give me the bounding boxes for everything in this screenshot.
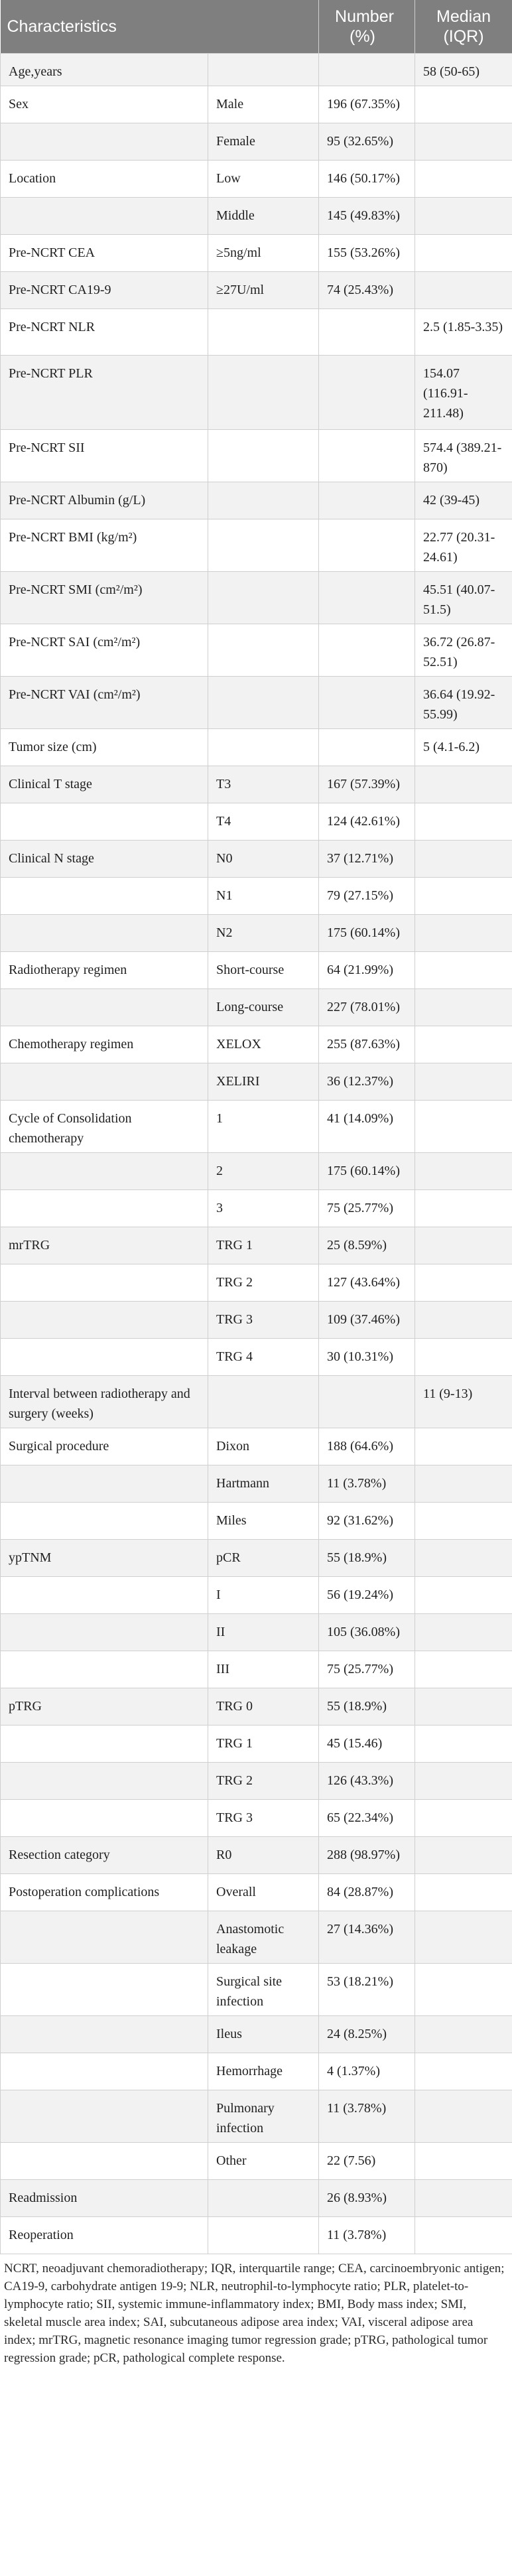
table-row <box>1 2216 512 2254</box>
cell-c2: ≥27U/ml <box>208 271 319 308</box>
table-row <box>1 1264 512 1301</box>
cell-c2 <box>208 2179 319 2216</box>
cell-c3: 92 (31.62%) <box>319 1502 415 1539</box>
cell-c1 <box>1 2142 208 2179</box>
cell-c2: ≥5ng/ml <box>208 234 319 271</box>
cell-c2 <box>208 482 319 519</box>
cell-c3: 188 (64.6%) <box>319 1428 415 1465</box>
table-row <box>1 197 512 234</box>
cell-c4 <box>415 951 512 988</box>
cell-c4 <box>415 1100 512 1152</box>
cell-c3: 37 (12.71%) <box>319 840 415 877</box>
cell-c4 <box>415 271 512 308</box>
cell-c1: Radiotherapy regimen <box>1 951 208 988</box>
cell-c2: 1 <box>208 1100 319 1152</box>
table-row <box>1 803 512 840</box>
cell-c3: 65 (22.34%) <box>319 1799 415 1836</box>
cell-c4 <box>415 1227 512 1264</box>
cell-c1 <box>1 1301 208 1338</box>
header-median-line2: (IQR) <box>443 27 484 46</box>
cell-c4: 36.64 (19.92-55.99) <box>415 676 512 728</box>
table-row <box>1 624 512 676</box>
cell-c4 <box>415 1762 512 1799</box>
cell-c4 <box>415 1873 512 1911</box>
cell-c1: Pre-NCRT NLR <box>1 308 208 355</box>
cell-c1 <box>1 1963 208 2015</box>
cell-c2 <box>208 676 319 728</box>
cell-c2: Hartmann <box>208 1465 319 1502</box>
table-row <box>1 1651 512 1688</box>
cell-c3: 11 (3.78%) <box>319 2090 415 2142</box>
cell-c3: 109 (37.46%) <box>319 1301 415 1338</box>
cell-c1 <box>1 1465 208 1502</box>
cell-c2 <box>208 624 319 676</box>
table-footnote: NCRT, neoadjuvant chemoradiotherapy; IQR, interquartile range; CEA, carcinoembryonic antigen; CA19-9, carbohydrate antigen 19-9; NLR, neutrophil-to-lymphocyte ratio; PLR, platelet-to-lymphocyte ratio; SII, systemic immune-inflammatory index; BMI, Body mass index; SMI, skeletal muscle area index; SAI, subcutaneous adipose area index; VAI, visceral adipose area index; mrTRG, magnetic resonance imaging tumor regression grade; pTRG, pathological tumor regression grade; pCR, pathological complete response. <box>4 2261 505 2365</box>
cell-c1 <box>1 1576 208 1613</box>
table-row <box>1 1799 512 1836</box>
table-row <box>1 429 512 482</box>
cell-c3: 56 (19.24%) <box>319 1576 415 1613</box>
cell-c4 <box>415 197 512 234</box>
cell-c2 <box>208 2216 319 2254</box>
cell-c2: TRG 3 <box>208 1799 319 1836</box>
cell-c4 <box>415 1963 512 2015</box>
cell-c2: TRG 1 <box>208 1725 319 1762</box>
cell-c2: Other <box>208 2142 319 2179</box>
table-row <box>1 1502 512 1539</box>
cell-c3: 288 (98.97%) <box>319 1836 415 1873</box>
cell-c2: N2 <box>208 914 319 951</box>
cell-c1 <box>1 914 208 951</box>
cell-c1 <box>1 2015 208 2053</box>
table-row <box>1 766 512 803</box>
table-row <box>1 1963 512 2015</box>
cell-c3: 255 (87.63%) <box>319 1026 415 1063</box>
header-median <box>415 0 512 53</box>
cell-c2: Hemorrhage <box>208 2053 319 2090</box>
cell-c3: 227 (78.01%) <box>319 988 415 1026</box>
table-row <box>1 676 512 728</box>
cell-c1: Pre-NCRT VAI (cm²/m²) <box>1 676 208 728</box>
cell-c4 <box>415 1539 512 1576</box>
cell-c3: 11 (3.78%) <box>319 2216 415 2254</box>
cell-c4 <box>415 1725 512 1762</box>
header-number-line1: Number <box>335 7 394 26</box>
cell-c1 <box>1 1911 208 1963</box>
cell-c4 <box>415 1026 512 1063</box>
cell-c1 <box>1 1725 208 1762</box>
cell-c3: 45 (15.46) <box>319 1725 415 1762</box>
cell-c4 <box>415 86 512 123</box>
table-header-row <box>1 0 512 53</box>
table-row <box>1 1836 512 1873</box>
cell-c4 <box>415 1613 512 1651</box>
cell-c3: 124 (42.61%) <box>319 803 415 840</box>
cell-c4 <box>415 1651 512 1688</box>
cell-c4 <box>415 988 512 1026</box>
cell-c2: Pulmonary infection <box>208 2090 319 2142</box>
cell-c4: 45.51 (40.07-51.5) <box>415 571 512 624</box>
cell-c1: Pre-NCRT Albumin (g/L) <box>1 482 208 519</box>
cell-c3 <box>319 308 415 355</box>
cell-c1: Postoperation complications <box>1 1873 208 1911</box>
table-row <box>1 1725 512 1762</box>
cell-c4 <box>415 1688 512 1725</box>
cell-c1 <box>1 803 208 840</box>
cell-c4 <box>415 2053 512 2090</box>
table-row <box>1 2053 512 2090</box>
cell-c3 <box>319 1375 415 1428</box>
cell-c1 <box>1 1613 208 1651</box>
cell-c2: Middle <box>208 197 319 234</box>
cell-c3: 4 (1.37%) <box>319 2053 415 2090</box>
cell-c3: 74 (25.43%) <box>319 271 415 308</box>
cell-c1: mrTRG <box>1 1227 208 1264</box>
cell-c2: Anastomotic leakage <box>208 1911 319 1963</box>
table-row <box>1 160 512 197</box>
table-row <box>1 482 512 519</box>
cell-c2 <box>208 429 319 482</box>
header-median-line1: Median <box>436 7 491 26</box>
cell-c2: R0 <box>208 1836 319 1873</box>
cell-c2: pCR <box>208 1539 319 1576</box>
cell-c2: XELIRI <box>208 1063 319 1100</box>
cell-c3: 175 (60.14%) <box>319 914 415 951</box>
table-row <box>1 308 512 355</box>
cell-c1 <box>1 1651 208 1688</box>
cell-c2: Overall <box>208 1873 319 1911</box>
cell-c2: TRG 2 <box>208 1762 319 1799</box>
cell-c1: pTRG <box>1 1688 208 1725</box>
cell-c1 <box>1 2090 208 2142</box>
table-row <box>1 728 512 766</box>
cell-c3 <box>319 53 415 86</box>
table-row <box>1 355 512 429</box>
table-body <box>1 53 512 2254</box>
cell-c3 <box>319 624 415 676</box>
table-row <box>1 877 512 914</box>
table-row <box>1 234 512 271</box>
cell-c2 <box>208 571 319 624</box>
table-row <box>1 1539 512 1576</box>
table-row <box>1 1227 512 1264</box>
cell-c4: 154.07 (116.91-211.48) <box>415 355 512 429</box>
cell-c2: 3 <box>208 1189 319 1227</box>
cell-c3: 55 (18.9%) <box>319 1539 415 1576</box>
cell-c2: T3 <box>208 766 319 803</box>
cell-c4 <box>415 1264 512 1301</box>
cell-c1: Clinical N stage <box>1 840 208 877</box>
cell-c4: 5 (4.1-6.2) <box>415 728 512 766</box>
table-row <box>1 1301 512 1338</box>
cell-c4: 574.4 (389.21-870) <box>415 429 512 482</box>
cell-c3: 145 (49.83%) <box>319 197 415 234</box>
cell-c3: 84 (28.87%) <box>319 1873 415 1911</box>
cell-c2: Low <box>208 160 319 197</box>
cell-c2: T4 <box>208 803 319 840</box>
cell-c1: Pre-NCRT PLR <box>1 355 208 429</box>
cell-c2 <box>208 308 319 355</box>
cell-c1 <box>1 1502 208 1539</box>
cell-c1: Pre-NCRT SII <box>1 429 208 482</box>
cell-c4 <box>415 1063 512 1100</box>
cell-c1 <box>1 1063 208 1100</box>
table-row <box>1 271 512 308</box>
cell-c1 <box>1 1799 208 1836</box>
cell-c1: Readmission <box>1 2179 208 2216</box>
cell-c3: 167 (57.39%) <box>319 766 415 803</box>
cell-c2: III <box>208 1651 319 1688</box>
cell-c3: 30 (10.31%) <box>319 1338 415 1375</box>
cell-c3: 155 (53.26%) <box>319 234 415 271</box>
cell-c3: 25 (8.59%) <box>319 1227 415 1264</box>
cell-c4: 42 (39-45) <box>415 482 512 519</box>
cell-c4 <box>415 1428 512 1465</box>
cell-c2 <box>208 519 319 571</box>
table-row <box>1 1576 512 1613</box>
table-row <box>1 1026 512 1063</box>
cell-c1: Sex <box>1 86 208 123</box>
cell-c2: N1 <box>208 877 319 914</box>
table-row <box>1 2090 512 2142</box>
cell-c4: 11 (9-13) <box>415 1375 512 1428</box>
cell-c4 <box>415 2179 512 2216</box>
cell-c3 <box>319 482 415 519</box>
table-row <box>1 123 512 160</box>
cell-c4 <box>415 803 512 840</box>
cell-c3: 175 (60.14%) <box>319 1152 415 1189</box>
cell-c4 <box>415 1338 512 1375</box>
cell-c2: N0 <box>208 840 319 877</box>
cell-c2: TRG 2 <box>208 1264 319 1301</box>
cell-c4: 36.72 (26.87-52.51) <box>415 624 512 676</box>
table-row <box>1 1338 512 1375</box>
cell-c4 <box>415 840 512 877</box>
cell-c1: Clinical T stage <box>1 766 208 803</box>
table-row <box>1 1100 512 1152</box>
cell-c3: 24 (8.25%) <box>319 2015 415 2053</box>
cell-c1: Reoperation <box>1 2216 208 2254</box>
cell-c4: 22.77 (20.31-24.61) <box>415 519 512 571</box>
cell-c4 <box>415 1152 512 1189</box>
cell-c1: Pre-NCRT CA19-9 <box>1 271 208 308</box>
cell-c4 <box>415 2216 512 2254</box>
table-row <box>1 1375 512 1428</box>
cell-c3: 53 (18.21%) <box>319 1963 415 2015</box>
cell-c3: 146 (50.17%) <box>319 160 415 197</box>
cell-c4: 58 (50-65) <box>415 53 512 86</box>
cell-c4 <box>415 1465 512 1502</box>
cell-c1 <box>1 123 208 160</box>
cell-c3: 75 (25.77%) <box>319 1651 415 1688</box>
cell-c4 <box>415 234 512 271</box>
cell-c2: II <box>208 1613 319 1651</box>
cell-c4 <box>415 1502 512 1539</box>
cell-c3: 196 (67.35%) <box>319 86 415 123</box>
cell-c2: Female <box>208 123 319 160</box>
table-row <box>1 1428 512 1465</box>
cell-c1 <box>1 1152 208 1189</box>
header-number-line2: (%) <box>350 27 375 46</box>
table-row <box>1 1189 512 1227</box>
cell-c4 <box>415 1189 512 1227</box>
cell-c4 <box>415 914 512 951</box>
table-row <box>1 1152 512 1189</box>
cell-c4 <box>415 1911 512 1963</box>
table-row <box>1 571 512 624</box>
cell-c4 <box>415 2090 512 2142</box>
cell-c2: Surgical site infection <box>208 1963 319 2015</box>
cell-c3: 64 (21.99%) <box>319 951 415 988</box>
cell-c4: 2.5 (1.85-3.35) <box>415 308 512 355</box>
cell-c3 <box>319 571 415 624</box>
cell-c1: Cycle of Consolidation chemotherapy <box>1 1100 208 1152</box>
table-row <box>1 2179 512 2216</box>
cell-c1 <box>1 197 208 234</box>
table-row <box>1 1688 512 1725</box>
cell-c1: ypTNM <box>1 1539 208 1576</box>
cell-c3 <box>319 519 415 571</box>
table-row <box>1 53 512 86</box>
cell-c2 <box>208 728 319 766</box>
cell-c4 <box>415 766 512 803</box>
cell-c3: 22 (7.56) <box>319 2142 415 2179</box>
cell-c2 <box>208 1375 319 1428</box>
cell-c1: Resection category <box>1 1836 208 1873</box>
cell-c3 <box>319 429 415 482</box>
table-row <box>1 86 512 123</box>
table-row <box>1 519 512 571</box>
cell-c3: 75 (25.77%) <box>319 1189 415 1227</box>
cell-c3: 95 (32.65%) <box>319 123 415 160</box>
cell-c1: Chemotherapy regimen <box>1 1026 208 1063</box>
table-row <box>1 1613 512 1651</box>
cell-c4 <box>415 1799 512 1836</box>
cell-c3: 11 (3.78%) <box>319 1465 415 1502</box>
cell-c2: Short-course <box>208 951 319 988</box>
cell-c2: Dixon <box>208 1428 319 1465</box>
table-row <box>1 1762 512 1799</box>
table-row <box>1 840 512 877</box>
cell-c3: 55 (18.9%) <box>319 1688 415 1725</box>
cell-c3: 36 (12.37%) <box>319 1063 415 1100</box>
cell-c3: 126 (43.3%) <box>319 1762 415 1799</box>
table-row <box>1 1465 512 1502</box>
cell-c4 <box>415 160 512 197</box>
cell-c2: Ileus <box>208 2015 319 2053</box>
cell-c2 <box>208 355 319 429</box>
cell-c2: TRG 3 <box>208 1301 319 1338</box>
table-row <box>1 1063 512 1100</box>
cell-c2: 2 <box>208 1152 319 1189</box>
cell-c3 <box>319 676 415 728</box>
cell-c4 <box>415 877 512 914</box>
cell-c1 <box>1 1338 208 1375</box>
cell-c4 <box>415 2142 512 2179</box>
cell-c1 <box>1 1189 208 1227</box>
cell-c4 <box>415 1576 512 1613</box>
cell-c4 <box>415 1836 512 1873</box>
cell-c2: Miles <box>208 1502 319 1539</box>
cell-c2: Male <box>208 86 319 123</box>
cell-c4 <box>415 1301 512 1338</box>
cell-c1 <box>1 988 208 1026</box>
cell-c3 <box>319 728 415 766</box>
cell-c4 <box>415 2015 512 2053</box>
cell-c1: Location <box>1 160 208 197</box>
cell-c3: 79 (27.15%) <box>319 877 415 914</box>
cell-c2: TRG 1 <box>208 1227 319 1264</box>
table-row <box>1 2015 512 2053</box>
cell-c3: 105 (36.08%) <box>319 1613 415 1651</box>
table-row <box>1 1911 512 1963</box>
cell-c1: Surgical procedure <box>1 1428 208 1465</box>
cell-c1: Interval between radiotherapy and surgery (weeks) <box>1 1375 208 1428</box>
cell-c2: TRG 4 <box>208 1338 319 1375</box>
table-row <box>1 988 512 1026</box>
cell-c1 <box>1 877 208 914</box>
cell-c2 <box>208 53 319 86</box>
cell-c3: 41 (14.09%) <box>319 1100 415 1152</box>
cell-c1: Tumor size (cm) <box>1 728 208 766</box>
cell-c1 <box>1 1762 208 1799</box>
cell-c1 <box>1 1264 208 1301</box>
cell-c3: 27 (14.36%) <box>319 1911 415 1963</box>
cell-c2: I <box>208 1576 319 1613</box>
cell-c2: TRG 0 <box>208 1688 319 1725</box>
header-characteristics: Characteristics <box>1 0 319 53</box>
cell-c2: Long-course <box>208 988 319 1026</box>
cell-c3 <box>319 355 415 429</box>
cell-c1: Pre-NCRT SAI (cm²/m²) <box>1 624 208 676</box>
cell-c1 <box>1 2053 208 2090</box>
table-row <box>1 951 512 988</box>
cell-c3: 26 (8.93%) <box>319 2179 415 2216</box>
table-row <box>1 2142 512 2179</box>
cell-c1: Pre-NCRT SMI (cm²/m²) <box>1 571 208 624</box>
cell-c1: Pre-NCRT BMI (kg/m²) <box>1 519 208 571</box>
table-row <box>1 1873 512 1911</box>
header-number <box>319 0 415 53</box>
cell-c4 <box>415 123 512 160</box>
table-row <box>1 914 512 951</box>
cell-c2: XELOX <box>208 1026 319 1063</box>
cell-c1: Age,years <box>1 53 208 86</box>
cell-c3: 127 (43.64%) <box>319 1264 415 1301</box>
cell-c1: Pre-NCRT CEA <box>1 234 208 271</box>
